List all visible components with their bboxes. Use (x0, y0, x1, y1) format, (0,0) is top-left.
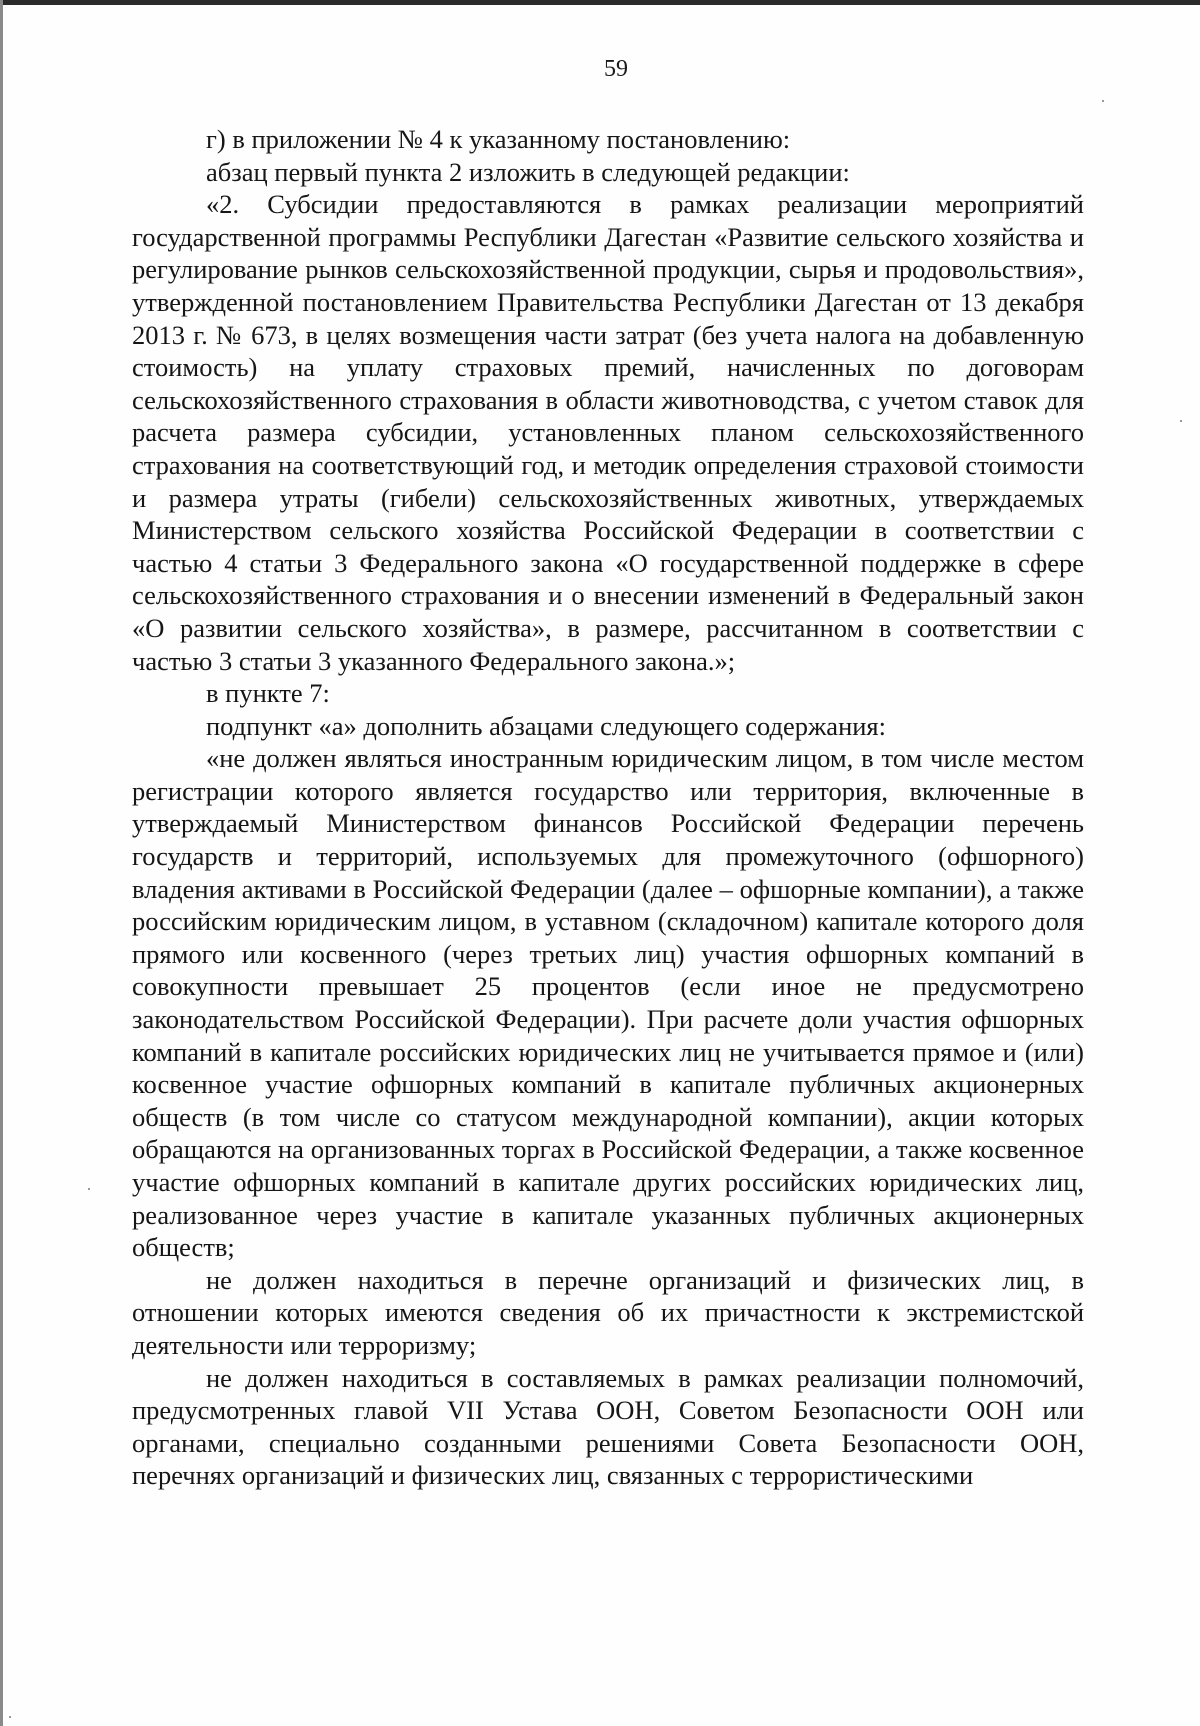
paragraph: абзац первый пункта 2 изложить в следующей редакции: (206, 156, 850, 187)
paragraph: не должен находиться в перечне организаций и физических лиц, в отношении которых имеются сведения об их причастности к экстремистской деятельности или терроризму; (132, 1264, 1084, 1360)
page-number: 59 (604, 56, 628, 82)
paragraph: в пункте 7: (206, 678, 330, 709)
scan-speck (1102, 100, 1104, 102)
scan-speck (88, 1188, 90, 1190)
paragraph: подпункт «а» дополнить абзацами следующего содержания: (206, 710, 886, 741)
paragraph: г) в приложении № 4 к указанному постановлению: (206, 124, 791, 154)
paragraph: «2. Субсидии предоставляются в рамках реализации мероприятий государственной программы Республики Дагестан «Развитие сельского хозяйства и регулирование рынков сельскохозяйственной продукции, сырья и продовольствия», утвержденной постановлением Правительства Республики Дагестан от 13 декабря 2013 г. № 673, в целях возмещения части затрат (без учета налога на добавленную стоимость) на уплату страховых премий, начисленных по договорам сельскохозяйственного страхования в области животноводства, с учетом ставок для расчета размера субсидии, установленных планом сельскохозяйственного страхования на соответствующий год, и методик определения страховой стоимости и размера утраты (гибели) сельскохозяйственных животных, утверждаемых Министерством сельского хозяйства Российской Федерации в соответствии с частью 4 статьи 3 Федерального закона «О государственной поддержке в сфере сельскохозяйственного страхования и о внесении изменений в Федеральный закон «О развитии сельского хозяйства», в размере, рассчитанном в соответствии с частью 3 статьи 3 указанного Федерального закона.»; (132, 189, 1084, 676)
paragraph: не должен находиться в составляемых в рамках реализации полномочий, предусмотренных главой VII Устава ООН, Советом Безопасности ООН или органами, специально созданными решениями Совета Безопасности ООН, перечнях организаций и физических лиц, связанных с террористическими (132, 1362, 1084, 1491)
scan-speck (1180, 420, 1182, 422)
scan-edge-left (0, 0, 3, 1726)
scan-edge-top (0, 0, 1200, 5)
document-body (132, 123, 1084, 1492)
paragraph: «не должен являться иностранным юридическим лицом, в том числе местом регистрации которого является государство или территория, включенные в утверждаемый Министерством финансов Российской Федерации перечень государств и территорий, используемых для промежуточного (офшорного) владения активами в Российской Федерации (далее – офшорные компании), а также российским юридическим лицом, в уставном (складочном) капитале которого доля прямого или косвенного (через третьих лиц) участия офшорных компаний в совокупности превышает 25 процентов (если иное не предусмотрено законодательством Российской Федерации). При расчете доли участия офшорных компаний в капитале российских юридических лиц не учитывается прямое и (или) косвенное участие офшорных компаний в капитале публичных акционерных обществ (в том числе со статусом международной компании), акции которых обращаются на организованных торгах в Российской Федерации, а также косвенное участие офшорных компаний в капитале других российских юридических лиц, реализованное через участие в капитале указанных публичных акционерных обществ; (132, 743, 1084, 1263)
scan-speck (9, 1716, 11, 1718)
